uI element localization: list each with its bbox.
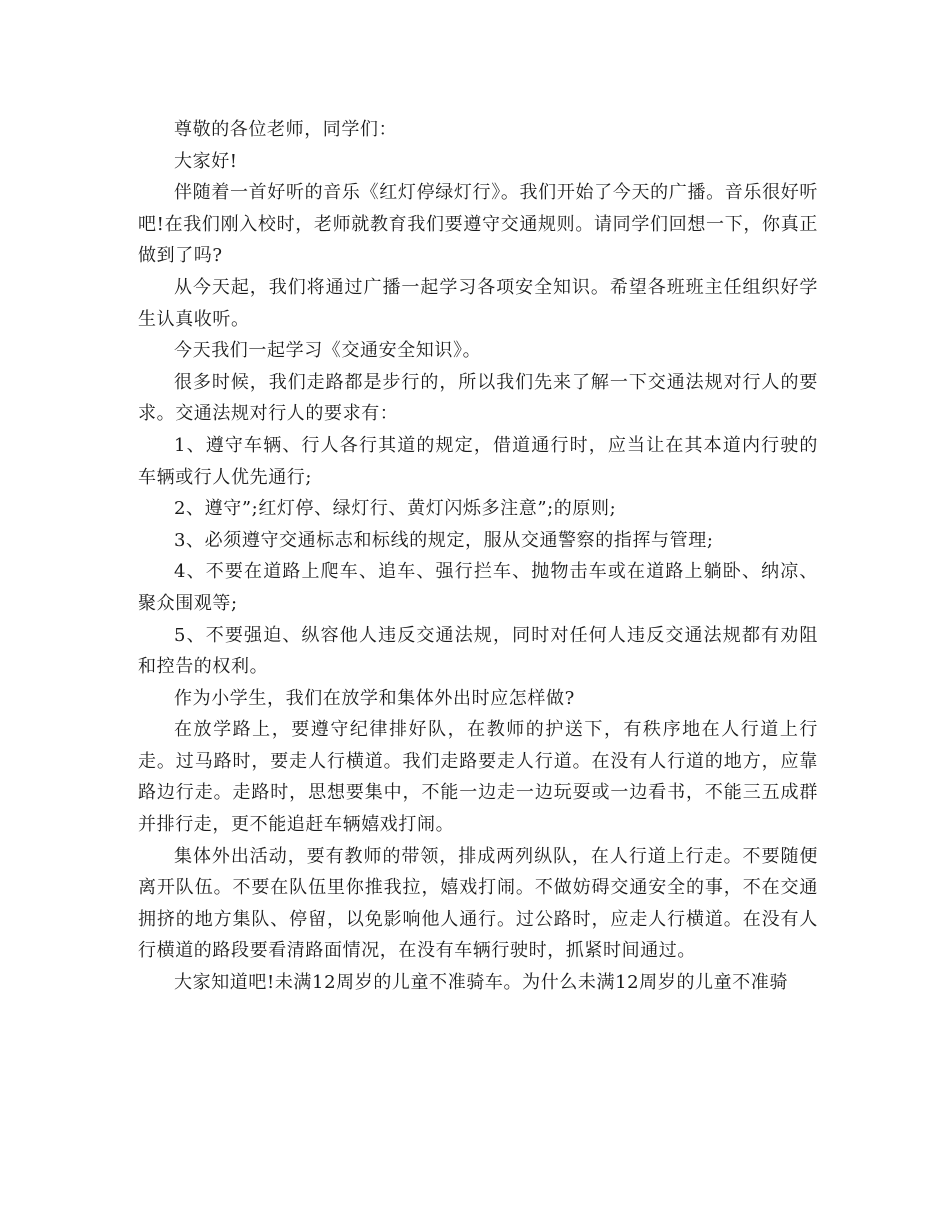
paragraph-rule-1: 1、遵守车辆、行人各行其道的规定，借道通行时，应当让在其本道内行驶的车辆或行人优先通行; [138, 434, 818, 488]
paragraph-rule-2: 2、遵守”;红灯停、绿灯行、黄灯闪烁多注意”;的原则; [174, 498, 617, 520]
paragraph-pedestrian: 很多时候，我们走路都是步行的，所以我们先来了解一下交通法规对行人的要求。交通法规对行人的要求有： [138, 371, 818, 425]
paragraph-rule-4: 4、不要在道路上爬车、追车、强行拦车、抛物击车或在道路上躺卧、纳凉、聚众围观等; [138, 561, 818, 614]
paragraph-salutation: 尊敬的各位老师，同学们： [174, 119, 398, 140]
document-body [138, 114, 818, 999]
paragraph-topic: 今天我们一起学习《交通安全知识》。 [174, 340, 482, 362]
paragraph-rule-5: 5、不要强迫、纵容他人违反交通法规，同时对任何人违反交通法规都有劝阻和控告的权利。 [138, 624, 818, 678]
paragraph-question: 作为小学生，我们在放学和集体外出时应怎样做? [174, 687, 575, 709]
paragraph-broadcast: 从今天起，我们将通过广播一起学习各项安全知识。希望各班班主任组织好学生认真收听。 [138, 276, 818, 330]
paragraph-intro: 伴随着一首好听的音乐《红灯停绿灯行》。我们开始了今天的广播。音乐很好听吧!在我们刚入校时，老师就教育我们要遵守交通规则。请同学们回想一下，你真正做到了吗? [138, 182, 818, 267]
paragraph-group-outing: 集体外出活动，要有教师的带领，排成两列纵队，在人行道上行走。不要随便离开队伍。不要在队伍里你推我拉，嬉戏打闹。不做妨碍交通安全的事，不在交通拥挤的地方集队、停留，以免影响他人通行。过公路时，应走人行横道。在没有人行横道的路段要看清路面情况，在没有车辆行驶时，抓紧时间通过。 [138, 845, 818, 962]
paragraph-greeting: 大家好! [174, 150, 238, 172]
paragraph-rule-3: 3、必须遵守交通标志和标线的规定，服从交通警察的指挥与管理; [174, 529, 714, 551]
paragraph-after-school: 在放学路上，要遵守纪律排好队，在教师的护送下，有秩序地在人行道上行走。过马路时，要走人行横道。我们走路要走人行道。在没有人行道的地方，应靠路边行走。走路时，思想要集中，不能一边走一边玩耍或一边看书，不能三五成群并排行走，更不能追赶车辆嬉戏打闹。 [138, 719, 818, 836]
paragraph-cycling: 大家知道吧!未满12周岁的儿童不准骑车。为什么未满12周岁的儿童不准骑 [174, 972, 789, 994]
